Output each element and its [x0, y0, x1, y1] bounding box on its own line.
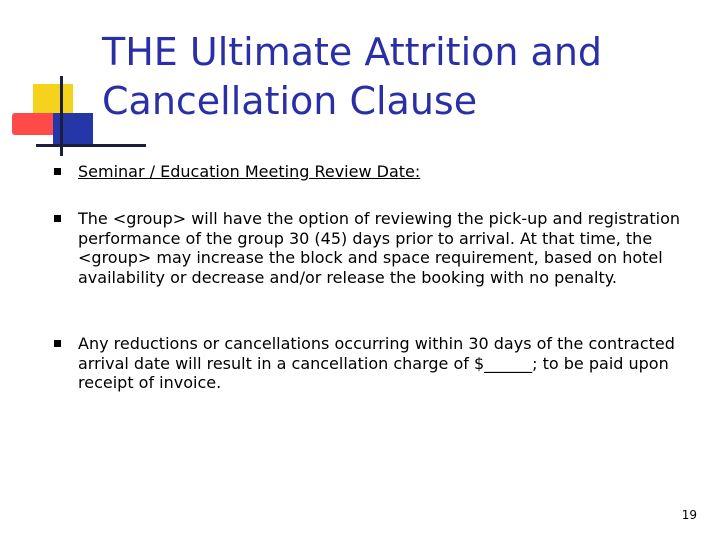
bullet-text: The <group> will have the option of reviewing the pick-up and registration performance of the group 30 (45) days prior to arrival. At that time, the <group> may increase the block and space requirement, based on hotel availability or decrease and/or release the booking with no penalty. [78, 209, 680, 287]
square-bullet-icon [54, 340, 61, 347]
bullet-item-review-option [78, 209, 698, 287]
bullet-item-cancellation-charge [78, 334, 698, 393]
page-number: 19 [681, 508, 697, 522]
square-bullet-icon [54, 215, 61, 222]
slide-title [102, 28, 702, 126]
decor-red-bar [12, 113, 59, 135]
slide-title-line-2: Cancellation Clause [102, 79, 478, 123]
bullet-text: Any reductions or cancellations occurring within 30 days of the contracted arrival date will result in a cancellation charge of $______; to be paid upon receipt of invoice. [78, 334, 675, 392]
decor-blue-square [53, 113, 93, 147]
bullet-text: Seminar / Education Meeting Review Date: [78, 162, 421, 181]
decor-horizontal-line [36, 144, 146, 147]
bullet-item-review-date [78, 162, 698, 182]
slide-title-line-1: THE Ultimate Attrition and [102, 30, 603, 74]
square-bullet-icon [54, 168, 61, 175]
